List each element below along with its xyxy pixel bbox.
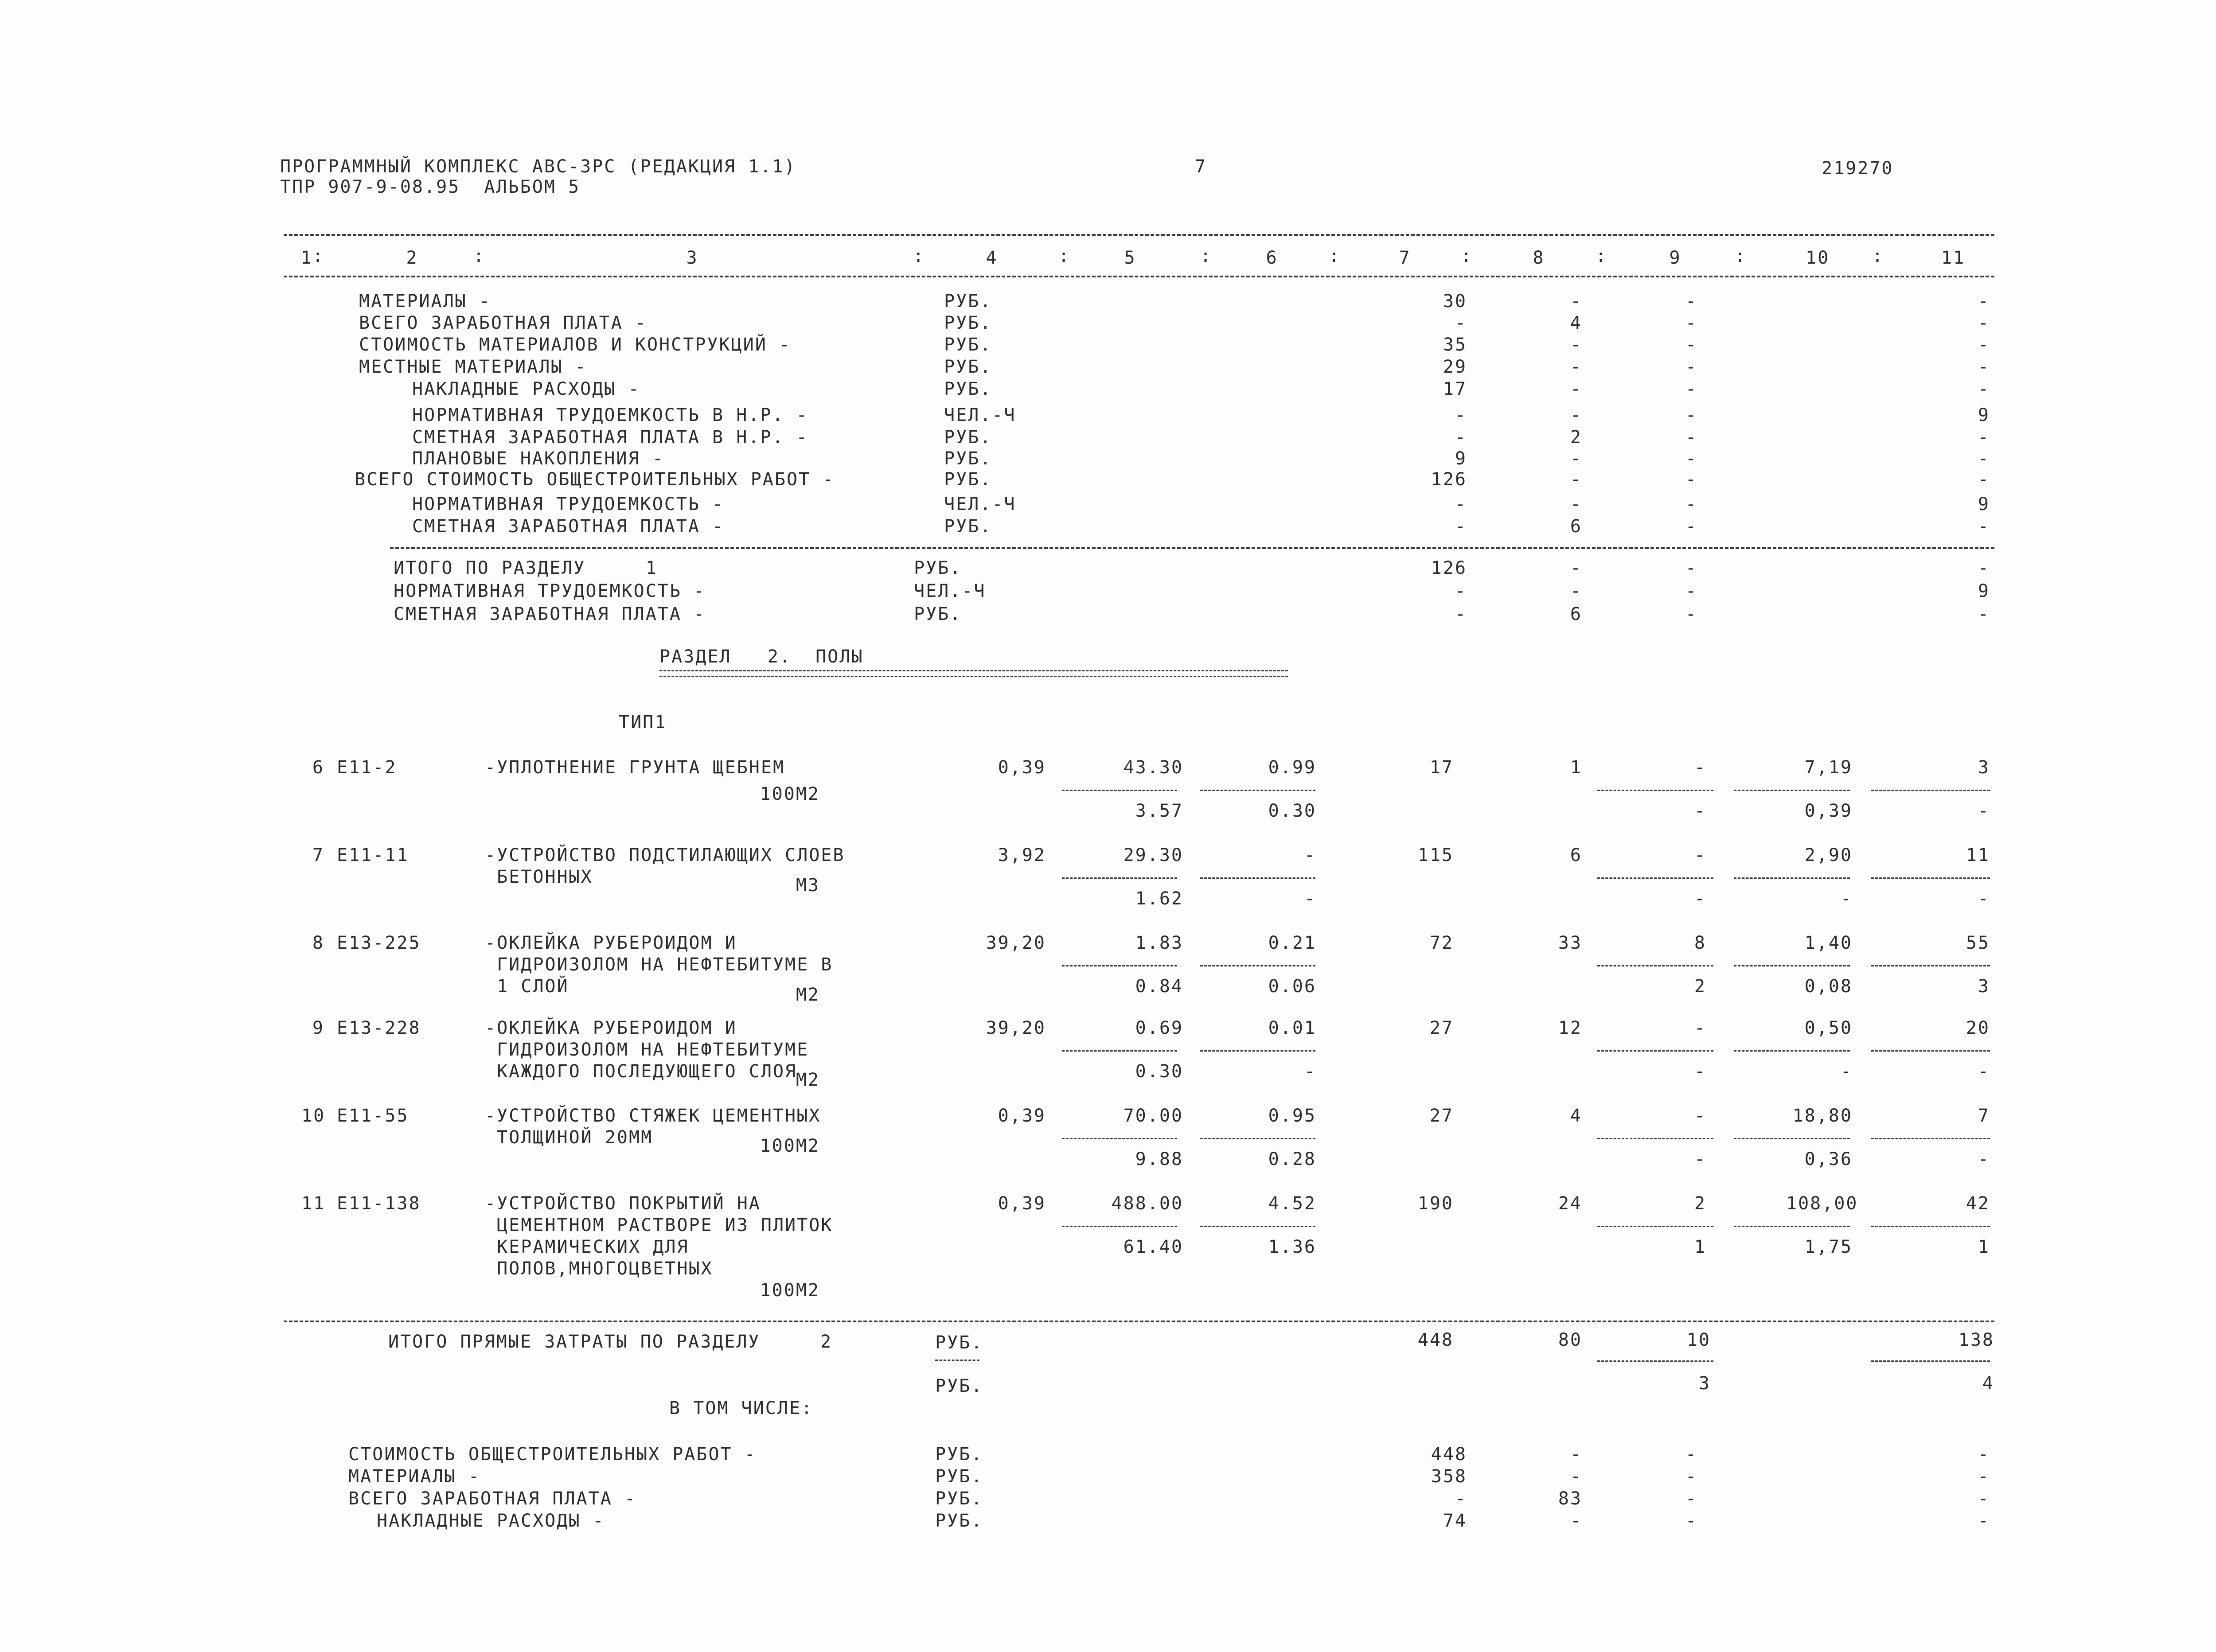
- item-col9-top: 8: [1694, 933, 1706, 953]
- summary-col11: -: [1978, 291, 1990, 312]
- summary-col7: -: [1455, 581, 1467, 601]
- item-code: Е11-138: [337, 1193, 421, 1214]
- summary-col8: 2: [1570, 427, 1582, 448]
- item-col10-top: 18,80: [1792, 1106, 1853, 1126]
- summary-col7: 74: [1443, 1511, 1467, 1531]
- direct-costs-col11-bottom: 4: [1982, 1373, 1994, 1394]
- item-col6-total: 0.99: [1268, 757, 1316, 778]
- item-unit: М2: [796, 1070, 820, 1090]
- summary-label: СТОИМОСТЬ МАТЕРИАЛОВ И КОНСТРУКЦИЙ -: [359, 335, 791, 355]
- summary-unit: РУБ.: [944, 448, 992, 469]
- summary-col8: 6: [1570, 516, 1582, 537]
- summary-col9: -: [1685, 427, 1697, 448]
- summary-unit: РУБ.: [914, 604, 962, 624]
- column-separator: :: [1329, 246, 1341, 266]
- item-description: -УПЛОТНЕНИЕ ГРУНТА ЩЕБНЕМ: [485, 757, 785, 778]
- doc-number: 219270: [1822, 158, 1894, 179]
- item-col6-rule: [1200, 1050, 1315, 1052]
- summary-col11: 9: [1978, 581, 1990, 601]
- summary-col7: 30: [1443, 291, 1467, 312]
- summary-col9: -: [1685, 335, 1697, 355]
- item-description: -ОКЛЕЙКА РУБЕРОИДОМ И: [485, 933, 737, 953]
- item-number: 9: [312, 1018, 324, 1038]
- item-description: -УСТРОЙСТВО СТЯЖЕК ЦЕМЕНТНЫХ: [485, 1106, 821, 1126]
- direct-costs-rule: [1597, 1360, 1713, 1362]
- summary-col11: 9: [1978, 494, 1990, 514]
- item-col6-total: 0.95: [1268, 1106, 1316, 1126]
- summary-unit: РУБ.: [935, 1511, 983, 1531]
- summary-unit: РУБ.: [944, 379, 992, 399]
- item-col5-total: 43.30: [1123, 757, 1183, 778]
- item-col6-wage: 0.30: [1268, 801, 1316, 821]
- summary-unit: РУБ.: [944, 291, 992, 312]
- summary-col7: 358: [1431, 1466, 1467, 1487]
- summary-col9: -: [1685, 558, 1697, 578]
- summary-col8: -: [1570, 357, 1582, 377]
- item-description: -УСТРОЙСТВО ПОДСТИЛАЮЩИХ СЛОЕВ: [485, 845, 845, 865]
- item-col9-top: -: [1694, 1018, 1706, 1038]
- summary-col11: -: [1978, 516, 1990, 537]
- item-col6-wage: 0.06: [1268, 976, 1316, 997]
- column-header-6: 6: [1266, 248, 1278, 268]
- column-header-10: 10: [1806, 248, 1830, 268]
- section2-rule: [284, 1321, 1994, 1322]
- summary-col9: -: [1685, 448, 1697, 469]
- column-header-3: 3: [686, 248, 698, 268]
- column-header-1: 1: [300, 248, 313, 268]
- summary-col8: -: [1570, 1511, 1582, 1531]
- item-col8: 1: [1570, 757, 1582, 778]
- summary-label: МАТЕРИАЛЫ -: [348, 1466, 480, 1487]
- item-description: -ОКЛЕЙКА РУБЕРОИДОМ И: [485, 1018, 737, 1038]
- summary-col7: 126: [1431, 469, 1467, 490]
- item-col5-total: 488.00: [1111, 1193, 1183, 1214]
- summary-unit: РУБ.: [935, 1466, 983, 1487]
- summary-unit: РУБ.: [935, 1488, 983, 1509]
- direct-costs-col9-top: 10: [1686, 1330, 1711, 1350]
- summary-col9: -: [1685, 581, 1697, 601]
- item-col11-bottom: -: [1978, 801, 1990, 821]
- summary-col11: -: [1978, 313, 1990, 333]
- direct-costs-rule: [935, 1360, 979, 1361]
- item-unit: М2: [796, 985, 820, 1005]
- summary-col8: -: [1570, 581, 1582, 601]
- summary-col7: 9: [1455, 448, 1467, 469]
- summary-label: СТОИМОСТЬ ОБЩЕСТРОИТЕЛЬНЫХ РАБОТ -: [348, 1444, 757, 1465]
- item-col9-bottom: -: [1694, 1061, 1706, 1082]
- section2-title: РАЗДЕЛ 2. ПОЛЫ: [659, 647, 864, 667]
- item-col9-top: -: [1694, 845, 1706, 865]
- item-col10-bottom: -: [1840, 888, 1853, 909]
- column-separator: :: [473, 246, 486, 266]
- summary-col9: -: [1685, 1444, 1697, 1465]
- item-col9-rule: [1597, 1138, 1713, 1139]
- including-label: В ТОМ ЧИСЛЕ:: [669, 1398, 813, 1418]
- item-col9-bottom: -: [1694, 801, 1706, 821]
- summary-label: НОРМАТИВНАЯ ТРУДОЕМКОСТЬ В Н.Р. -: [412, 405, 808, 425]
- item-number: 10: [301, 1106, 326, 1126]
- summary-col8: 6: [1570, 604, 1582, 624]
- item-quantity: 3,92: [998, 845, 1046, 865]
- item-col8: 4: [1570, 1106, 1582, 1126]
- column-header-5: 5: [1124, 248, 1136, 268]
- item-col5-wage: 0.84: [1135, 976, 1183, 997]
- summary-col11: -: [1978, 1511, 1990, 1531]
- summary-col7: -: [1455, 427, 1467, 448]
- summary-col11: -: [1978, 379, 1990, 399]
- item-description: -УСТРОЙСТВО ПОКРЫТИЙ НА: [485, 1193, 761, 1214]
- item-col10-bottom: 0,36: [1804, 1149, 1853, 1169]
- item-col5-rule: [1062, 1226, 1177, 1227]
- summary-unit: РУБ.: [944, 357, 992, 377]
- summary-col11: -: [1978, 1466, 1990, 1487]
- item-number: 7: [312, 845, 324, 865]
- item-col10-rule: [1734, 1050, 1850, 1052]
- item-col6-wage: -: [1304, 1061, 1316, 1082]
- item-col7: 190: [1417, 1193, 1454, 1214]
- item-col9-bottom: 1: [1694, 1237, 1706, 1257]
- item-col8: 33: [1558, 933, 1582, 953]
- item-col8: 24: [1558, 1193, 1582, 1214]
- section2-title-underline: [659, 670, 1288, 677]
- item-col11-rule: [1871, 1050, 1990, 1052]
- item-description: БЕТОННЫХ: [485, 867, 593, 887]
- item-col11-bottom: -: [1978, 1061, 1990, 1082]
- summary-col7: 29: [1443, 357, 1467, 377]
- summary-col8: -: [1570, 379, 1582, 399]
- header-line1: ПРОГРАММНЫЙ КОМПЛЕКС АВС-ЗРС (РЕДАКЦИЯ 1.1): [280, 156, 796, 177]
- summary-col7: -: [1455, 313, 1467, 333]
- summary-label: МЕСТНЫЕ МАТЕРИАЛЫ -: [359, 357, 587, 377]
- summary-col8: -: [1570, 494, 1582, 514]
- item-description: КЕРАМИЧЕСКИХ ДЛЯ: [485, 1237, 689, 1257]
- summary-col11: -: [1978, 558, 1990, 578]
- item-col11-rule: [1871, 877, 1990, 879]
- item-col11-rule: [1871, 1138, 1990, 1139]
- item-description: ГИДРОИЗОЛОМ НА НЕФТЕБИТУМЕ В: [485, 955, 833, 975]
- summary-label: ИТОГО ПО РАЗДЕЛУ 1: [394, 558, 658, 578]
- summary-unit: РУБ.: [944, 313, 992, 333]
- table-top-rule: [284, 234, 1994, 236]
- item-col11-bottom: -: [1978, 888, 1990, 909]
- item-col5-total: 70.00: [1123, 1106, 1183, 1126]
- item-col5-rule: [1062, 965, 1177, 966]
- summary-label: МАТЕРИАЛЫ -: [359, 291, 491, 312]
- item-code: Е11-2: [337, 757, 397, 778]
- item-col6-rule: [1200, 965, 1315, 966]
- summary-col7: -: [1455, 516, 1467, 537]
- item-col6-rule: [1200, 877, 1315, 879]
- summary-col9: -: [1685, 1511, 1697, 1531]
- direct-costs-col11-top: 138: [1958, 1330, 1994, 1350]
- direct-costs-col7: 448: [1417, 1330, 1454, 1350]
- item-col11-top: 20: [1966, 1018, 1990, 1038]
- item-col6-total: -: [1304, 845, 1316, 865]
- item-col5-rule: [1062, 1138, 1177, 1139]
- item-description: ЦЕМЕНТНОМ РАСТВОРЕ ИЗ ПЛИТОК: [485, 1215, 833, 1235]
- item-col11-rule: [1871, 1226, 1990, 1227]
- item-col6-rule: [1200, 790, 1315, 791]
- summary-col9: -: [1685, 516, 1697, 537]
- direct-costs-label: ИТОГО ПРЯМЫЕ ЗАТРАТЫ ПО РАЗДЕЛУ 2: [388, 1332, 833, 1352]
- item-col6-wage: -: [1304, 888, 1316, 909]
- summary-col8: -: [1570, 558, 1582, 578]
- item-description: ТОЛЩИНОЙ 20ММ: [485, 1127, 653, 1148]
- item-description: ГИДРОИЗОЛОМ НА НЕФТЕБИТУМЕ: [485, 1040, 809, 1060]
- summary-col9: -: [1685, 291, 1697, 312]
- item-col11-top: 11: [1966, 845, 1990, 865]
- item-col10-bottom: -: [1840, 1061, 1853, 1082]
- item-number: 11: [301, 1193, 326, 1214]
- column-separator: :: [1058, 246, 1071, 266]
- item-number: 8: [312, 933, 324, 953]
- item-col6-total: 4.52: [1268, 1193, 1316, 1214]
- summary-col7: 126: [1431, 558, 1467, 578]
- summary-unit: РУБ.: [914, 558, 962, 578]
- summary-col8: -: [1570, 448, 1582, 469]
- summary-label: СМЕТНАЯ ЗАРАБОТНАЯ ПЛАТА -: [412, 516, 725, 537]
- item-quantity: 0,39: [998, 1106, 1046, 1126]
- item-col9-rule: [1597, 1226, 1713, 1227]
- column-separator: :: [1735, 246, 1747, 266]
- summary-unit: РУБ.: [944, 427, 992, 448]
- item-col6-wage: 0.28: [1268, 1149, 1316, 1169]
- item-col5-total: 29.30: [1123, 845, 1183, 865]
- summary-col8: -: [1570, 469, 1582, 490]
- summary-label: НОРМАТИВНАЯ ТРУДОЕМКОСТЬ -: [394, 581, 706, 601]
- summary-label: СМЕТНАЯ ЗАРАБОТНАЯ ПЛАТА -: [394, 604, 706, 624]
- column-header-4: 4: [986, 248, 998, 268]
- summary-label: ВСЕГО ЗАРАБОТНАЯ ПЛАТА -: [359, 313, 647, 333]
- item-col7: 72: [1429, 933, 1454, 953]
- item-code: Е13-225: [337, 933, 421, 953]
- summary-col7: -: [1455, 405, 1467, 425]
- summary-label: НОРМАТИВНАЯ ТРУДОЕМКОСТЬ -: [412, 494, 725, 514]
- direct-costs-unit: РУБ.: [935, 1376, 983, 1396]
- item-col8: 6: [1570, 845, 1582, 865]
- item-col9-rule: [1597, 1050, 1713, 1052]
- summary-col11: -: [1978, 448, 1990, 469]
- summary-unit: ЧЕЛ.-Ч: [944, 494, 1016, 514]
- summary-col7: 448: [1431, 1444, 1467, 1465]
- item-col10-rule: [1734, 1138, 1850, 1139]
- item-code: Е13-228: [337, 1018, 421, 1038]
- item-col6-total: 0.01: [1268, 1018, 1316, 1038]
- item-col5-wage: 61.40: [1123, 1237, 1183, 1257]
- summary-col7: 17: [1443, 379, 1467, 399]
- item-col9-bottom: -: [1694, 1149, 1706, 1169]
- item-col9-rule: [1597, 790, 1713, 791]
- item-description: КАЖДОГО ПОСЛЕДУЮЩЕГО СЛОЯ: [485, 1061, 797, 1082]
- summary-label: ПЛАНОВЫЕ НАКОПЛЕНИЯ -: [412, 448, 664, 469]
- item-col7: 115: [1417, 845, 1454, 865]
- summary-col9: -: [1685, 604, 1697, 624]
- summary-col11: -: [1978, 1444, 1990, 1465]
- summary-col8: -: [1570, 335, 1582, 355]
- summary-unit: ЧЕЛ.-Ч: [914, 581, 986, 601]
- item-col10-rule: [1734, 790, 1850, 791]
- direct-costs-unit: РУБ.: [935, 1333, 983, 1353]
- column-separator: :: [1872, 246, 1884, 266]
- item-col9-rule: [1597, 965, 1713, 966]
- item-col10-bottom: 0,39: [1804, 801, 1853, 821]
- summary-col9: -: [1685, 1488, 1697, 1509]
- column-header-8: 8: [1533, 248, 1545, 268]
- summary-col9: -: [1685, 405, 1697, 425]
- summary-unit: РУБ.: [944, 516, 992, 537]
- summary-col9: -: [1685, 494, 1697, 514]
- item-col6-rule: [1200, 1138, 1315, 1139]
- item-col11-rule: [1871, 965, 1990, 966]
- summary-col8: -: [1570, 405, 1582, 425]
- summary-label: НАКЛАДНЫЕ РАСХОДЫ -: [377, 1511, 605, 1531]
- item-col10-top: 108,00: [1786, 1193, 1858, 1214]
- item-col11-top: 3: [1978, 757, 1990, 778]
- column-separator: :: [1200, 246, 1213, 266]
- item-number: 6: [312, 757, 324, 778]
- item-col11-bottom: -: [1978, 1149, 1990, 1169]
- item-quantity: 39,20: [986, 1018, 1046, 1038]
- summary-col11: -: [1978, 335, 1990, 355]
- item-col6-total: 0.21: [1268, 933, 1316, 953]
- column-separator: :: [1596, 246, 1608, 266]
- item-col10-rule: [1734, 965, 1850, 966]
- item-unit: М3: [796, 875, 820, 896]
- item-col5-wage: 9.88: [1135, 1149, 1183, 1169]
- summary-col9: -: [1685, 1466, 1697, 1487]
- item-col6-rule: [1200, 1226, 1315, 1227]
- item-col5-wage: 3.57: [1135, 801, 1183, 821]
- direct-costs-col9-bottom: 3: [1698, 1373, 1711, 1394]
- summary-col8: -: [1570, 1466, 1582, 1487]
- item-code: Е11-55: [337, 1106, 409, 1126]
- item-col9-rule: [1597, 877, 1713, 879]
- page-number: 7: [1195, 156, 1207, 177]
- summary-col11: -: [1978, 1488, 1990, 1509]
- item-col11-top: 55: [1966, 933, 1990, 953]
- summary-col8: -: [1570, 291, 1582, 312]
- column-header-11: 11: [1941, 248, 1966, 268]
- item-col5-rule: [1062, 1050, 1177, 1052]
- column-separator: :: [312, 246, 325, 266]
- summary-unit: ЧЕЛ.-Ч: [944, 405, 1016, 425]
- item-col10-top: 0,50: [1804, 1018, 1853, 1038]
- item-col5-total: 1.83: [1135, 933, 1183, 953]
- summary-col7: -: [1455, 1488, 1467, 1509]
- summary-label: НАКЛАДНЫЕ РАСХОДЫ -: [412, 379, 640, 399]
- direct-costs-rule: [1871, 1360, 1990, 1362]
- column-header-7: 7: [1399, 248, 1411, 268]
- summary-col8: 83: [1558, 1488, 1582, 1509]
- header-line2: ТПР 907-9-08.95 АЛЬБОМ 5: [280, 177, 581, 197]
- item-col9-top: -: [1694, 1106, 1706, 1126]
- item-col5-total: 0.69: [1135, 1018, 1183, 1038]
- item-col5-rule: [1062, 790, 1177, 791]
- summary-unit: РУБ.: [944, 469, 992, 490]
- item-col5-wage: 0.30: [1135, 1061, 1183, 1082]
- item-col7: 17: [1429, 757, 1454, 778]
- item-description: 1 СЛОЙ: [485, 976, 569, 997]
- summary-label: СМЕТНАЯ ЗАРАБОТНАЯ ПЛАТА В Н.Р. -: [412, 427, 808, 448]
- column-header-9: 9: [1669, 248, 1682, 268]
- summary-col8: 4: [1570, 313, 1582, 333]
- item-col5-rule: [1062, 877, 1177, 879]
- item-description: ПОЛОВ,МНОГОЦВЕТНЫХ: [485, 1258, 713, 1279]
- summary-label: ВСЕГО ЗАРАБОТНАЯ ПЛАТА -: [348, 1488, 636, 1509]
- section1-rule: [390, 547, 1994, 549]
- summary-unit: РУБ.: [944, 335, 992, 355]
- item-col10-top: 7,19: [1804, 757, 1853, 778]
- item-quantity: 0,39: [998, 1193, 1046, 1214]
- summary-col9: -: [1685, 469, 1697, 490]
- item-unit: 100М2: [760, 784, 820, 804]
- direct-costs-col8: 80: [1558, 1330, 1582, 1350]
- table-head-rule: [284, 276, 1994, 277]
- summary-col11: -: [1978, 469, 1990, 490]
- item-quantity: 0,39: [998, 757, 1046, 778]
- item-col9-bottom: 2: [1694, 976, 1706, 997]
- summary-label: ВСЕГО СТОИМОСТЬ ОБЩЕСТРОИТЕЛЬНЫХ РАБОТ -: [355, 469, 835, 490]
- summary-col11: -: [1978, 604, 1990, 624]
- item-col10-rule: [1734, 1226, 1850, 1227]
- summary-col11: 9: [1978, 405, 1990, 425]
- item-col11-top: 42: [1966, 1193, 1990, 1214]
- summary-col9: -: [1685, 313, 1697, 333]
- summary-col11: -: [1978, 427, 1990, 448]
- item-col8: 12: [1558, 1018, 1582, 1038]
- item-code: Е11-11: [337, 845, 409, 865]
- item-col10-bottom: 1,75: [1804, 1237, 1853, 1257]
- item-col9-top: -: [1694, 757, 1706, 778]
- item-col11-bottom: 3: [1978, 976, 1990, 997]
- item-col10-bottom: 0,08: [1804, 976, 1853, 997]
- summary-col7: 35: [1443, 335, 1467, 355]
- item-col11-rule: [1871, 790, 1990, 791]
- summary-col11: -: [1978, 357, 1990, 377]
- summary-col8: -: [1570, 1444, 1582, 1465]
- item-quantity: 39,20: [986, 933, 1046, 953]
- column-header-2: 2: [406, 248, 418, 268]
- item-col10-top: 2,90: [1804, 845, 1853, 865]
- item-col9-top: 2: [1694, 1193, 1706, 1214]
- column-separator: :: [913, 246, 925, 266]
- summary-col9: -: [1685, 379, 1697, 399]
- item-col11-bottom: 1: [1978, 1237, 1990, 1257]
- item-col7: 27: [1429, 1106, 1454, 1126]
- item-col6-wage: 1.36: [1268, 1237, 1316, 1257]
- summary-col7: -: [1455, 494, 1467, 514]
- item-col10-rule: [1734, 877, 1850, 879]
- item-col9-bottom: -: [1694, 888, 1706, 909]
- item-col5-wage: 1.62: [1135, 888, 1183, 909]
- type-label: ТИП1: [619, 712, 667, 732]
- summary-unit: РУБ.: [935, 1444, 983, 1465]
- column-separator: :: [1461, 246, 1473, 266]
- item-unit: 100М2: [760, 1136, 820, 1156]
- item-col11-top: 7: [1978, 1106, 1990, 1126]
- summary-col9: -: [1685, 357, 1697, 377]
- item-col10-top: 1,40: [1804, 933, 1853, 953]
- item-unit: 100М2: [760, 1280, 820, 1301]
- item-col7: 27: [1429, 1018, 1454, 1038]
- summary-col7: -: [1455, 604, 1467, 624]
